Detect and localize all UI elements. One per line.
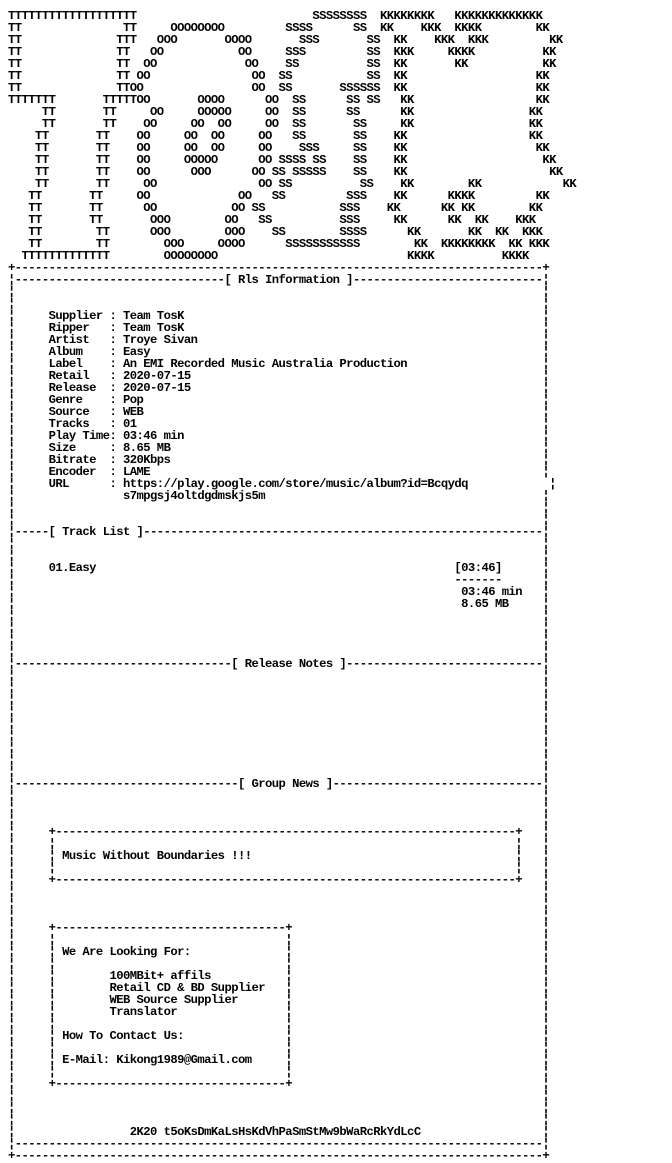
nfo-line: TT TT OO OO SS SSS KK KK KK KK: [8, 201, 543, 215]
nfo-line: ¦ ¦ We Are Looking For: ¦ ¦: [8, 945, 550, 959]
nfo-line: ¦ ¦: [8, 501, 550, 515]
nfo-line: ¦ ¦: [8, 297, 550, 311]
nfo-line: ¦ Ripper : Team TosK ¦: [8, 321, 550, 335]
nfo-line: TT TT OO OO SS SS KK KK KK: [8, 177, 577, 191]
nfo-line: TT TT OO OO SS SS KK KK: [8, 69, 550, 83]
nfo-line: ¦-----[ Track List ]-----------------------------------------------------------¦: [8, 525, 550, 539]
nfo-line: ¦ Genre : Pop ¦: [8, 393, 550, 407]
nfo-line: ¦ ¦: [8, 801, 550, 815]
nfo-line: TTTTTTT TTTTTOO OOOO OO SS SS SS KK KK: [8, 93, 550, 107]
nfo-line: ¦ ¦: [8, 753, 550, 767]
nfo-line: ¦ ¦ Music Without Boundaries !!! ¦ ¦: [8, 849, 550, 863]
nfo-line: ¦ +----------------------------------+ ¦: [8, 1077, 550, 1091]
nfo-line: ¦ ¦: [8, 513, 550, 527]
nfo-line: ¦ ¦: [8, 885, 550, 899]
nfo-line: TT TTOO OO SS SSSSSS KK KK: [8, 81, 550, 95]
nfo-line: ¦ ¦: [8, 1101, 550, 1115]
nfo-line: TT TT OOO OOOO SSSSSSSSSSS KK KKKKKKKK KK KKK: [8, 237, 550, 251]
nfo-line: ¦ ¦ Retail CD & BD Supplier ¦ ¦: [8, 981, 550, 995]
nfo-line: ¦ ¦: [8, 741, 550, 755]
nfo-line: ¦ Artist : Troye Sivan ¦: [8, 333, 550, 347]
nfo-line: ¦ ¦: [8, 813, 550, 827]
nfo-line: ¦ ¦: [8, 789, 550, 803]
nfo-line: ¦ ¦: [8, 549, 550, 563]
nfo-line: ¦ ¦ ¦ ¦: [8, 933, 550, 947]
nfo-line: ¦ ¦: [8, 693, 550, 707]
nfo-line: TT TT OO OO OO OO SS SS KK KK: [8, 129, 543, 143]
nfo-line: ¦ ¦ WEB Source Supplier ¦ ¦: [8, 993, 550, 1007]
nfo-line: ¦ ¦: [8, 1113, 550, 1127]
nfo-line: ¦ Size : 8.65 MB ¦: [8, 441, 550, 455]
nfo-line: ¦ ¦: [8, 729, 550, 743]
nfo-line: TT TT OO OO SS SS KK KK KK: [8, 57, 556, 71]
nfo-line: ¦ ¦: [8, 681, 550, 695]
nfo-line: ¦ Album : Easy ¦: [8, 345, 550, 359]
nfo-line: ¦---------------------------------[ Group News ]-------------------------------¦: [8, 777, 550, 791]
nfo-line: ¦ +--------------------------------------------------------------------+ ¦: [8, 873, 550, 887]
nfo-line: ¦ Source : WEB ¦: [8, 405, 550, 419]
nfo-line: ¦------------------------------------------------------------------------------¦: [8, 1137, 550, 1151]
nfo-line: ¦ Supplier : Team TosK ¦: [8, 309, 550, 323]
nfo-line: ¦ ¦: [8, 1089, 550, 1103]
nfo-line: ¦ Play Time: 03:46 min ¦: [8, 429, 550, 443]
nfo-line: TT TT OO OO OO OO SS SS KK KK: [8, 117, 543, 131]
nfo-line: ¦ ¦: [8, 717, 550, 731]
nfo-line: TT TTT OOO OOOO SSS SS KK KKK KKK KK: [8, 33, 563, 47]
nfo-line: ¦ ¦: [8, 609, 550, 623]
nfo-line: ¦ ------- ¦: [8, 573, 550, 587]
nfo-line: ¦ ¦ ¦ ¦: [8, 1065, 550, 1079]
nfo-line: TT TT OO OOOOO OO SS SS KK KK: [8, 105, 543, 119]
nfo-line: ¦ ¦: [8, 909, 550, 923]
nfo-line: +------------------------------------------------------------------------------+: [8, 1149, 550, 1163]
nfo-line: ¦ ¦ E-Mail: Kikong1989@Gmail.com ¦ ¦: [8, 1053, 550, 1067]
nfo-line: ¦ ¦: [8, 285, 550, 299]
nfo-line: TT TT OO OO OO OO SSS SS KK KK: [8, 141, 550, 155]
nfo-line: +------------------------------------------------------------------------------+: [8, 261, 550, 275]
nfo-line: TT TT OOOOOOOO SSSS SS KK KKK KKKK KK: [8, 21, 550, 35]
nfo-line: ¦ ¦: [8, 897, 550, 911]
nfo-line: ¦ 8.65 MB ¦: [8, 597, 550, 611]
nfo-line: ¦ Tracks : 01 ¦: [8, 417, 550, 431]
nfo-line: TT TT OO OOO OO SS SSSSS SS KK KK: [8, 165, 563, 179]
nfo-line: ¦ Release : 2020-07-15 ¦: [8, 381, 550, 395]
nfo-line: TT TT OOO OO SS SSS KK KK KK KKK: [8, 213, 536, 227]
nfo-line: ¦ ¦ ¦ ¦: [8, 861, 550, 875]
nfo-line: ¦ 03:46 min ¦: [8, 585, 550, 599]
nfo-line: TTTTTTTTTTTTTTTTTTT SSSSSSSS KKKKKKKK KKKKKKKKKKKKK: [8, 9, 543, 23]
nfo-line: ¦ 2K20 t5oKsDmKaLsHsKdVhPaSmStMw9bWaRcRkYdLcC ¦: [8, 1125, 550, 1139]
nfo-line: ¦ ¦: [8, 705, 550, 719]
nfo-line: ¦ ¦: [8, 669, 550, 683]
nfo-line: ¦ ¦ 100MBit+ affils ¦ ¦: [8, 969, 550, 983]
nfo-line: TT TT OO OOOOO OO SSSS SS SS KK KK: [8, 153, 556, 167]
nfo-line: ¦--------------------------------[ Release Notes ]-----------------------------¦: [8, 657, 550, 671]
nfo-line: ¦ ¦: [8, 633, 550, 647]
nfo-text: [8, 10, 576, 1162]
nfo-line: ¦ Encoder : LAME ¦: [8, 465, 550, 479]
nfo-line: ¦ +----------------------------------+ ¦: [8, 921, 550, 935]
nfo-line: ¦ s7mpgsj4oltdgdmskjs5m ¦: [8, 489, 550, 503]
nfo-line: ¦ +--------------------------------------------------------------------+ ¦: [8, 825, 550, 839]
nfo-line: ¦ Retail : 2020-07-15 ¦: [8, 369, 550, 383]
nfo-line: TTTTTTTTTTTTT OOOOOOOO KKKK KKKK: [8, 249, 529, 263]
nfo-line: ¦ ¦ How To Contact Us: ¦ ¦: [8, 1029, 550, 1043]
nfo-line: TT TT OO OO SSS SS KKK KKKK KK: [8, 45, 556, 59]
nfo-line: ¦ Label : An EMI Recorded Music Australia Production ¦: [8, 357, 550, 371]
nfo-line: ¦ ¦: [8, 765, 550, 779]
nfo-line: ¦ ¦ ¦ ¦: [8, 1041, 550, 1055]
nfo-line: ¦ ¦: [8, 645, 550, 659]
nfo-line: ¦ URL : https://play.google.com/store/music/album?id=Bcqydq ¦: [8, 477, 556, 491]
nfo-line: ¦ ¦: [8, 621, 550, 635]
nfo-line: ¦ 01.Easy [03:46] ¦: [8, 561, 550, 575]
nfo-line: ¦ ¦: [8, 537, 550, 551]
nfo-line: ¦ Bitrate : 320Kbps ¦: [8, 453, 550, 467]
nfo-line: ¦ ¦ ¦ ¦: [8, 837, 550, 851]
nfo-line: ¦ ¦ ¦ ¦: [8, 1017, 550, 1031]
nfo-line: TT TT OO OO SS SSS KK KKKK KK: [8, 189, 550, 203]
nfo-line: ¦ ¦ Translator ¦ ¦: [8, 1005, 550, 1019]
nfo-line: TT TT OOO OOO SS SSSS KK KK KK KKK: [8, 225, 543, 239]
nfo-line: ¦ ¦ ¦ ¦: [8, 957, 550, 971]
nfo-line: ¦-------------------------------[ Rls Information ]----------------------------¦: [8, 273, 550, 287]
